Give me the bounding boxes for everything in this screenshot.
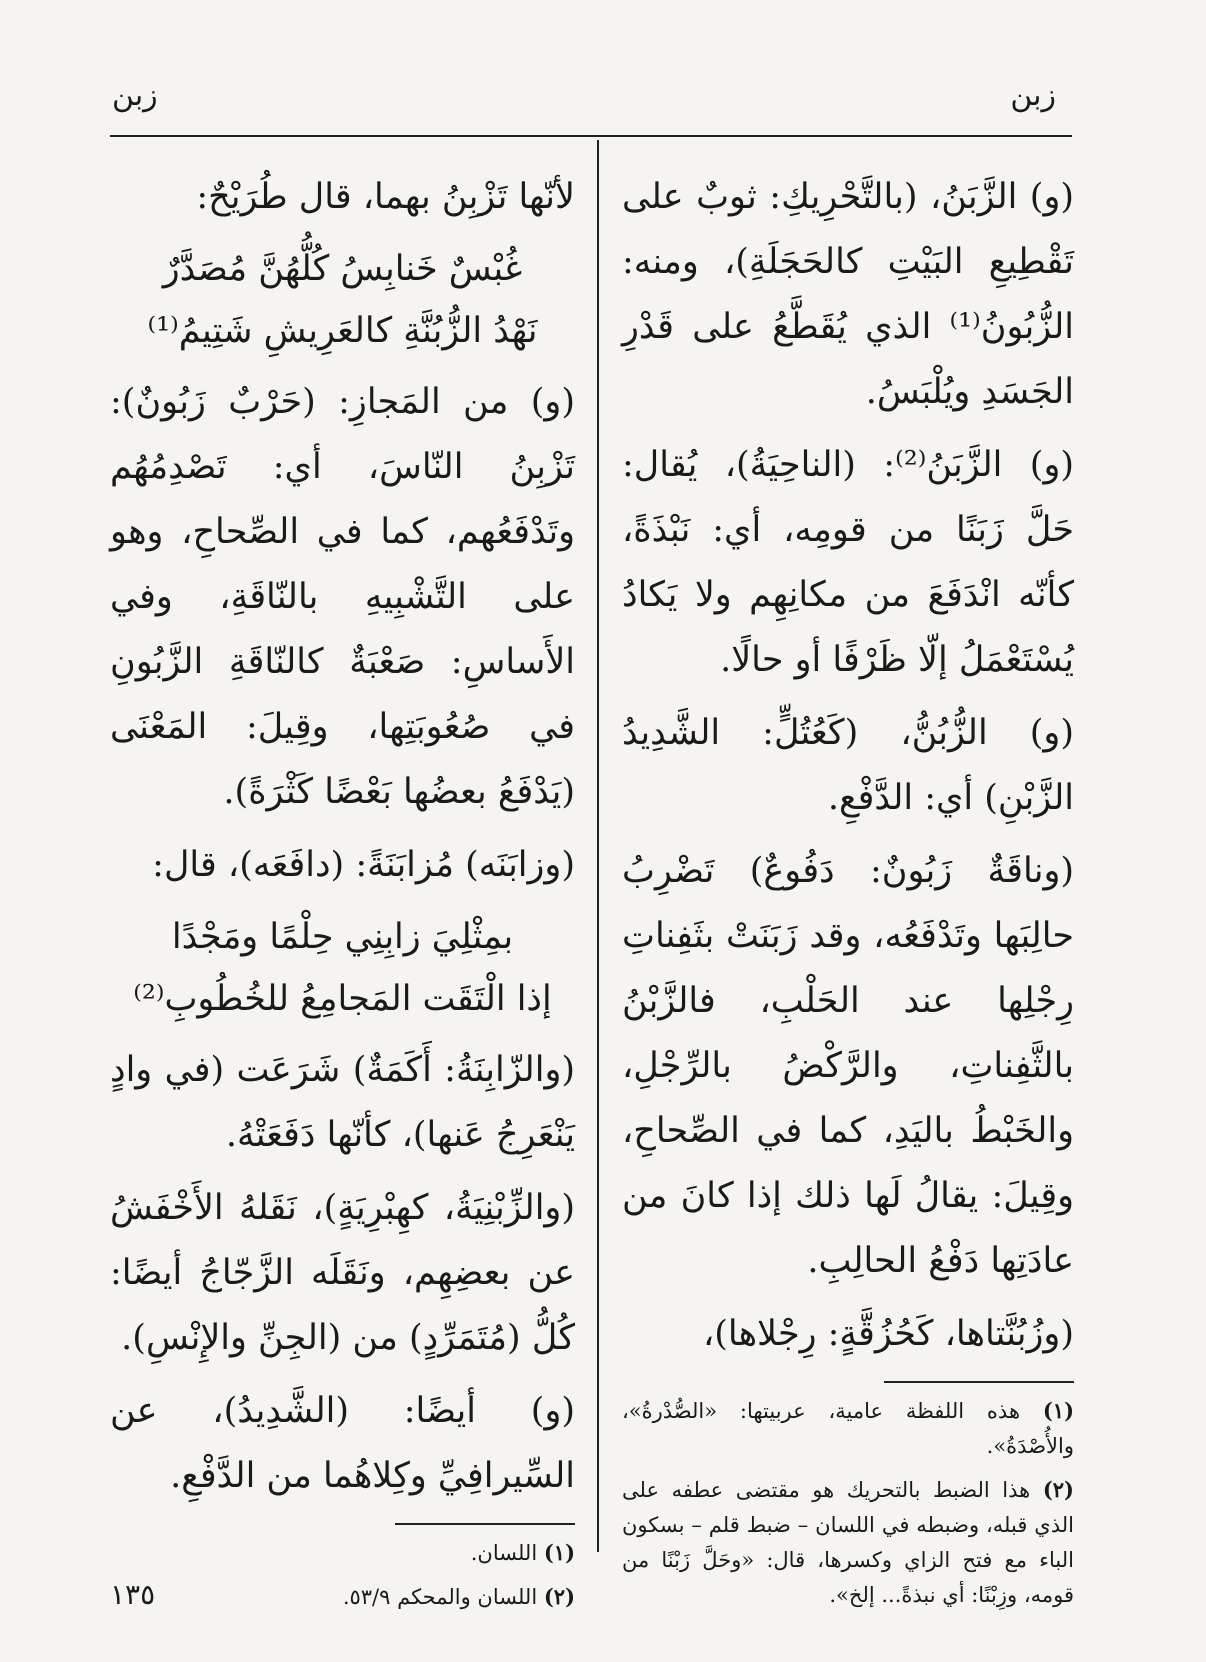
footnote-number: (١)	[1042, 1398, 1074, 1423]
entry-paragraph: (وزُبُنَّتاها، كَحُزُقَّةٍ: رِجْلاها)،	[702, 1314, 1074, 1354]
entry-paragraph: (و) الزَّبَنُ⁽²⁾: (الناحِيَةُ)، يُقال: حَلَّ زَبَنًا من قومِه، أي: نَبْذَةً، كأنّه انْدَفَعَ من مكانِهِم ولا يَكادُ يُسْتَعْمَلُ إلّا ظَرْفًا أو حالًا.	[622, 445, 1074, 680]
footnote	[622, 1472, 1074, 1613]
poetry-verse	[110, 238, 575, 362]
verse-hemistich: نَهْدُ الزُّبُنَّةِ كالعَرِيشِ شَتِيمُ⁽¹⁾	[147, 311, 538, 351]
verse-hemistich: غُبْسٌ خَنابِسُ كُلُّهُنَّ مُصَدَّرٌ	[162, 249, 523, 289]
header-rule	[110, 135, 1072, 137]
footnote-number: (٢)	[1042, 1477, 1074, 1502]
footnote-rule	[395, 1523, 575, 1525]
footnote-text: هذه اللفظة عامية، عربيتها: «الصُّدْرةُ»، والأُصْدَةُ».	[622, 1399, 1074, 1458]
footnote	[110, 1535, 575, 1571]
running-header-right: زبن	[1010, 78, 1056, 113]
entry-paragraph: (و) الزَّبَنُ، (بالتَّحْرِيكِ: ثوبٌ على تَقْطِيعِ البَيْتِ كالحَجَلَةِ)، ومنه: الزُّبُونُ⁽¹⁾ الذي يُقَطَّعُ على قَدْرِ الجَسَدِ ويُلْبَسُ.	[622, 177, 1074, 412]
footnote	[622, 1393, 1074, 1464]
running-header-left: زبن	[112, 78, 158, 113]
footnote-text: اللسان.	[470, 1541, 538, 1565]
entry-paragraph: لأنّها تَزْبِنُ بهما، قال طُرَيْحٌ:	[196, 177, 575, 217]
verse-hemistich: إذا الْتَقَت المَجامِعُ للخُطُوبِ⁽²⁾	[133, 979, 552, 1019]
entry-paragraph: (والزِّبْنِيَةُ، كهِبْرِيَةٍ)، نَقَلهُ الأَخْفَشُ عن بعضِهِم، ونَقَلَه الزَّجّاجُ أيضًا: كُلُّ (مُتَمَرِّدٍ) من (الجِنِّ والإِنْسِ).	[110, 1188, 575, 1358]
footnote-text: هذا الضبط بالتحريك هو مقتضى عطفه على الذي قبله، وضبطه في اللسان – ضبط قلم – بسكون الباء مع فتح الزاي وكسرها، قال: «وحَلَّ زَبْنًا من قومه، وزِبْنًا: أي نبذةً... إلخ».	[622, 1478, 1074, 1607]
entry-paragraph: (و) من المَجازِ: (حَرْبٌ زَبُونٌ): تَزْبِنُ النّاسَ، أي: تَصْدِمُهُم وتَدْفَعُهم، كما في الصِّحاحِ، وهو على التَّشْبِيهِ بالنّاقَةِ، وفي الأَساسِ: صَعْبَةٌ كالنّاقَةِ الزَّبُونِ في صُعُوبَتِها، وقِيلَ: المَعْنَى (يَدْفَعُ بعضُها بَعْضًا كَثْرَةً).	[110, 382, 575, 812]
left-column	[110, 165, 575, 1623]
footnote-number: (٢)	[543, 1584, 575, 1609]
footnote-text: اللسان والمحكم ٥٣/٩.	[342, 1585, 538, 1609]
entry-paragraph: (و) الزُّبُنُّ، (كَعُتُلٍّ: الشَّدِيدُ الزَّبْنِ) أي: الدَّفْعِ.	[622, 713, 1074, 818]
footnote-number: (١)	[543, 1540, 575, 1565]
entry-paragraph: (و) أيضًا: (الشَّدِيدُ)، عن السِّيرافِيِّ وكِلاهُما من الدَّفْعِ.	[110, 1391, 575, 1496]
entry-paragraph: (وزابَنَه) مُزابَنَةً: (دافَعَه)، قال:	[152, 845, 575, 885]
verse-hemistich: بمِثْلِيَ زابِنِي حِلْمًا ومَجْدًا	[171, 917, 514, 957]
column-divider	[597, 140, 599, 1552]
entry-paragraph: (والزّابِنَةُ: أَكَمَةٌ) شَرَعَت (في وادٍ يَنْعَرِجُ عَنها)، كأنّها دَفَعَتْهُ.	[110, 1050, 575, 1155]
entry-paragraph: (وناقَةٌ زَبُونٌ: دَفُوعٌ) تَضْرِبُ حالِبَها وتَدْفَعُه، وقد زَبَنَتْ بثَفِناتِ رِجْلِها عند الحَلْبِ، فالزَّبْنُ بالثَّفِناتِ، والرَّكْضُ بالرِّجْلِ، والخَبْطُ باليَدِ، كما في الصِّحاحِ، وقِيلَ: يقالُ لَها ذلك إذا كانَ من عادَتِها دَفْعُ الحالِبِ.	[622, 851, 1074, 1281]
footnote-rule	[884, 1381, 1074, 1383]
poetry-verse	[110, 906, 575, 1030]
footnote	[110, 1579, 575, 1615]
right-column	[622, 165, 1074, 1621]
page-number: ١٣٥	[110, 1578, 156, 1611]
